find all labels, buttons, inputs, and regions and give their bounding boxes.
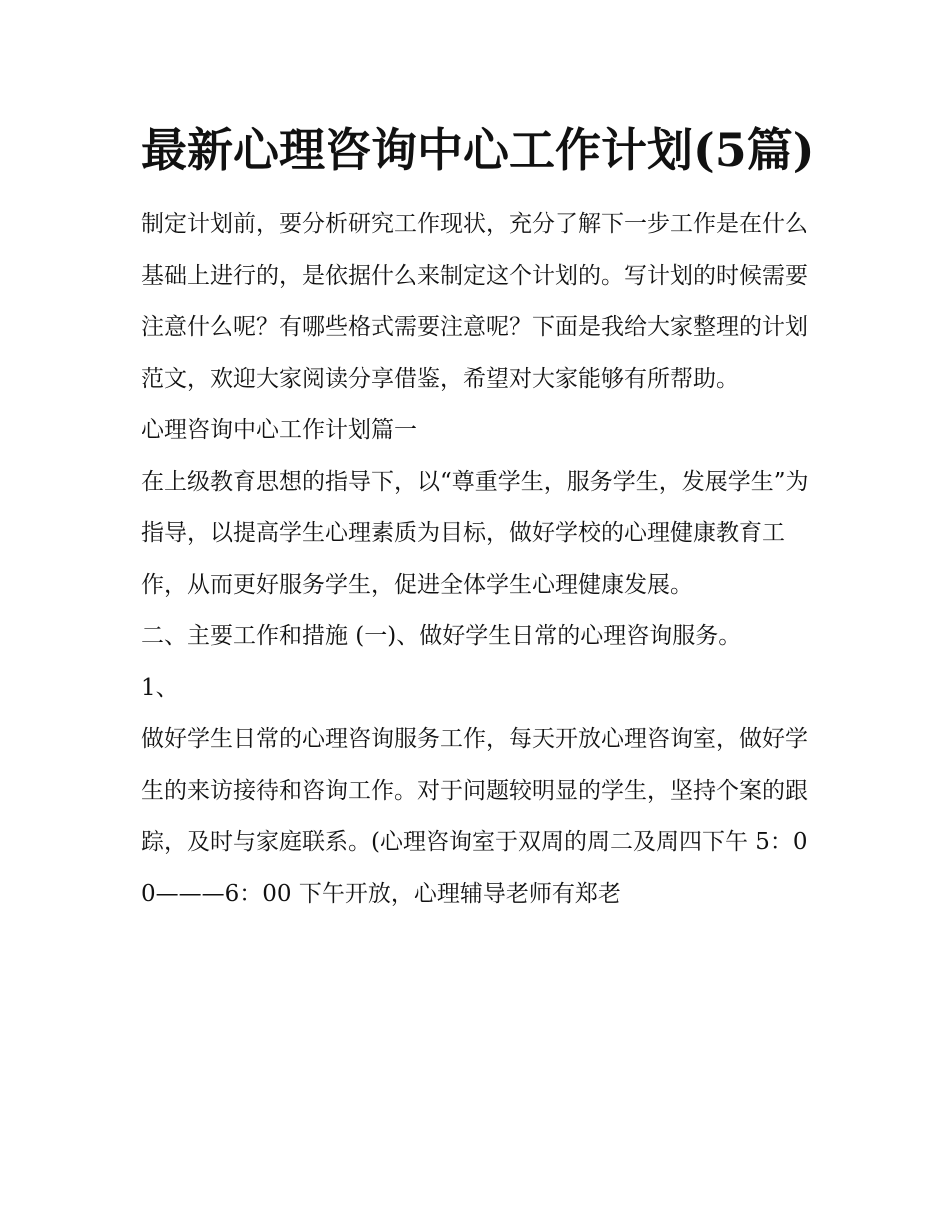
measures-heading: 二、主要工作和措施 (一)、做好学生日常的心理咨询服务。 xyxy=(141,623,742,649)
section-heading: 心理咨询中心工作计划篇一 xyxy=(141,417,417,443)
guiding-principle-paragraph: 在上级教育思想的指导下，以“尊重学生，服务学生，发展学生”为指导，以提高学生心理素质为目标，做好学校的心理健康教育工作，从而更好服务学生，促进全体学生心理健康发展。 xyxy=(141,468,809,598)
counseling-service-paragraph: 做好学生日常的心理咨询服务工作，每天开放心理咨询室，做好学生的来访接待和咨询工作。对于问题较明显的学生，坚持个案的跟踪，及时与家庭联系。(心理咨询室于双周的周二及周四下午 5：00———6：00 下午开放，心理辅导老师有郑老 xyxy=(141,726,808,907)
document-title: 最新心理咨询中心工作计划(5篇) xyxy=(141,123,815,177)
intro-paragraph: 制定计划前，要分析研究工作现状，充分了解下一步工作是在什么基础上进行的，是依据什么来制定这个计划的。写计划的时候需要注意什么呢？有哪些格式需要注意呢？下面是我给大家整理的计划范文，欢迎大家阅读分享借鉴，希望对大家能够有所帮助。 xyxy=(141,211,808,392)
list-number: 1、 xyxy=(141,674,179,701)
document-body xyxy=(141,112,816,920)
